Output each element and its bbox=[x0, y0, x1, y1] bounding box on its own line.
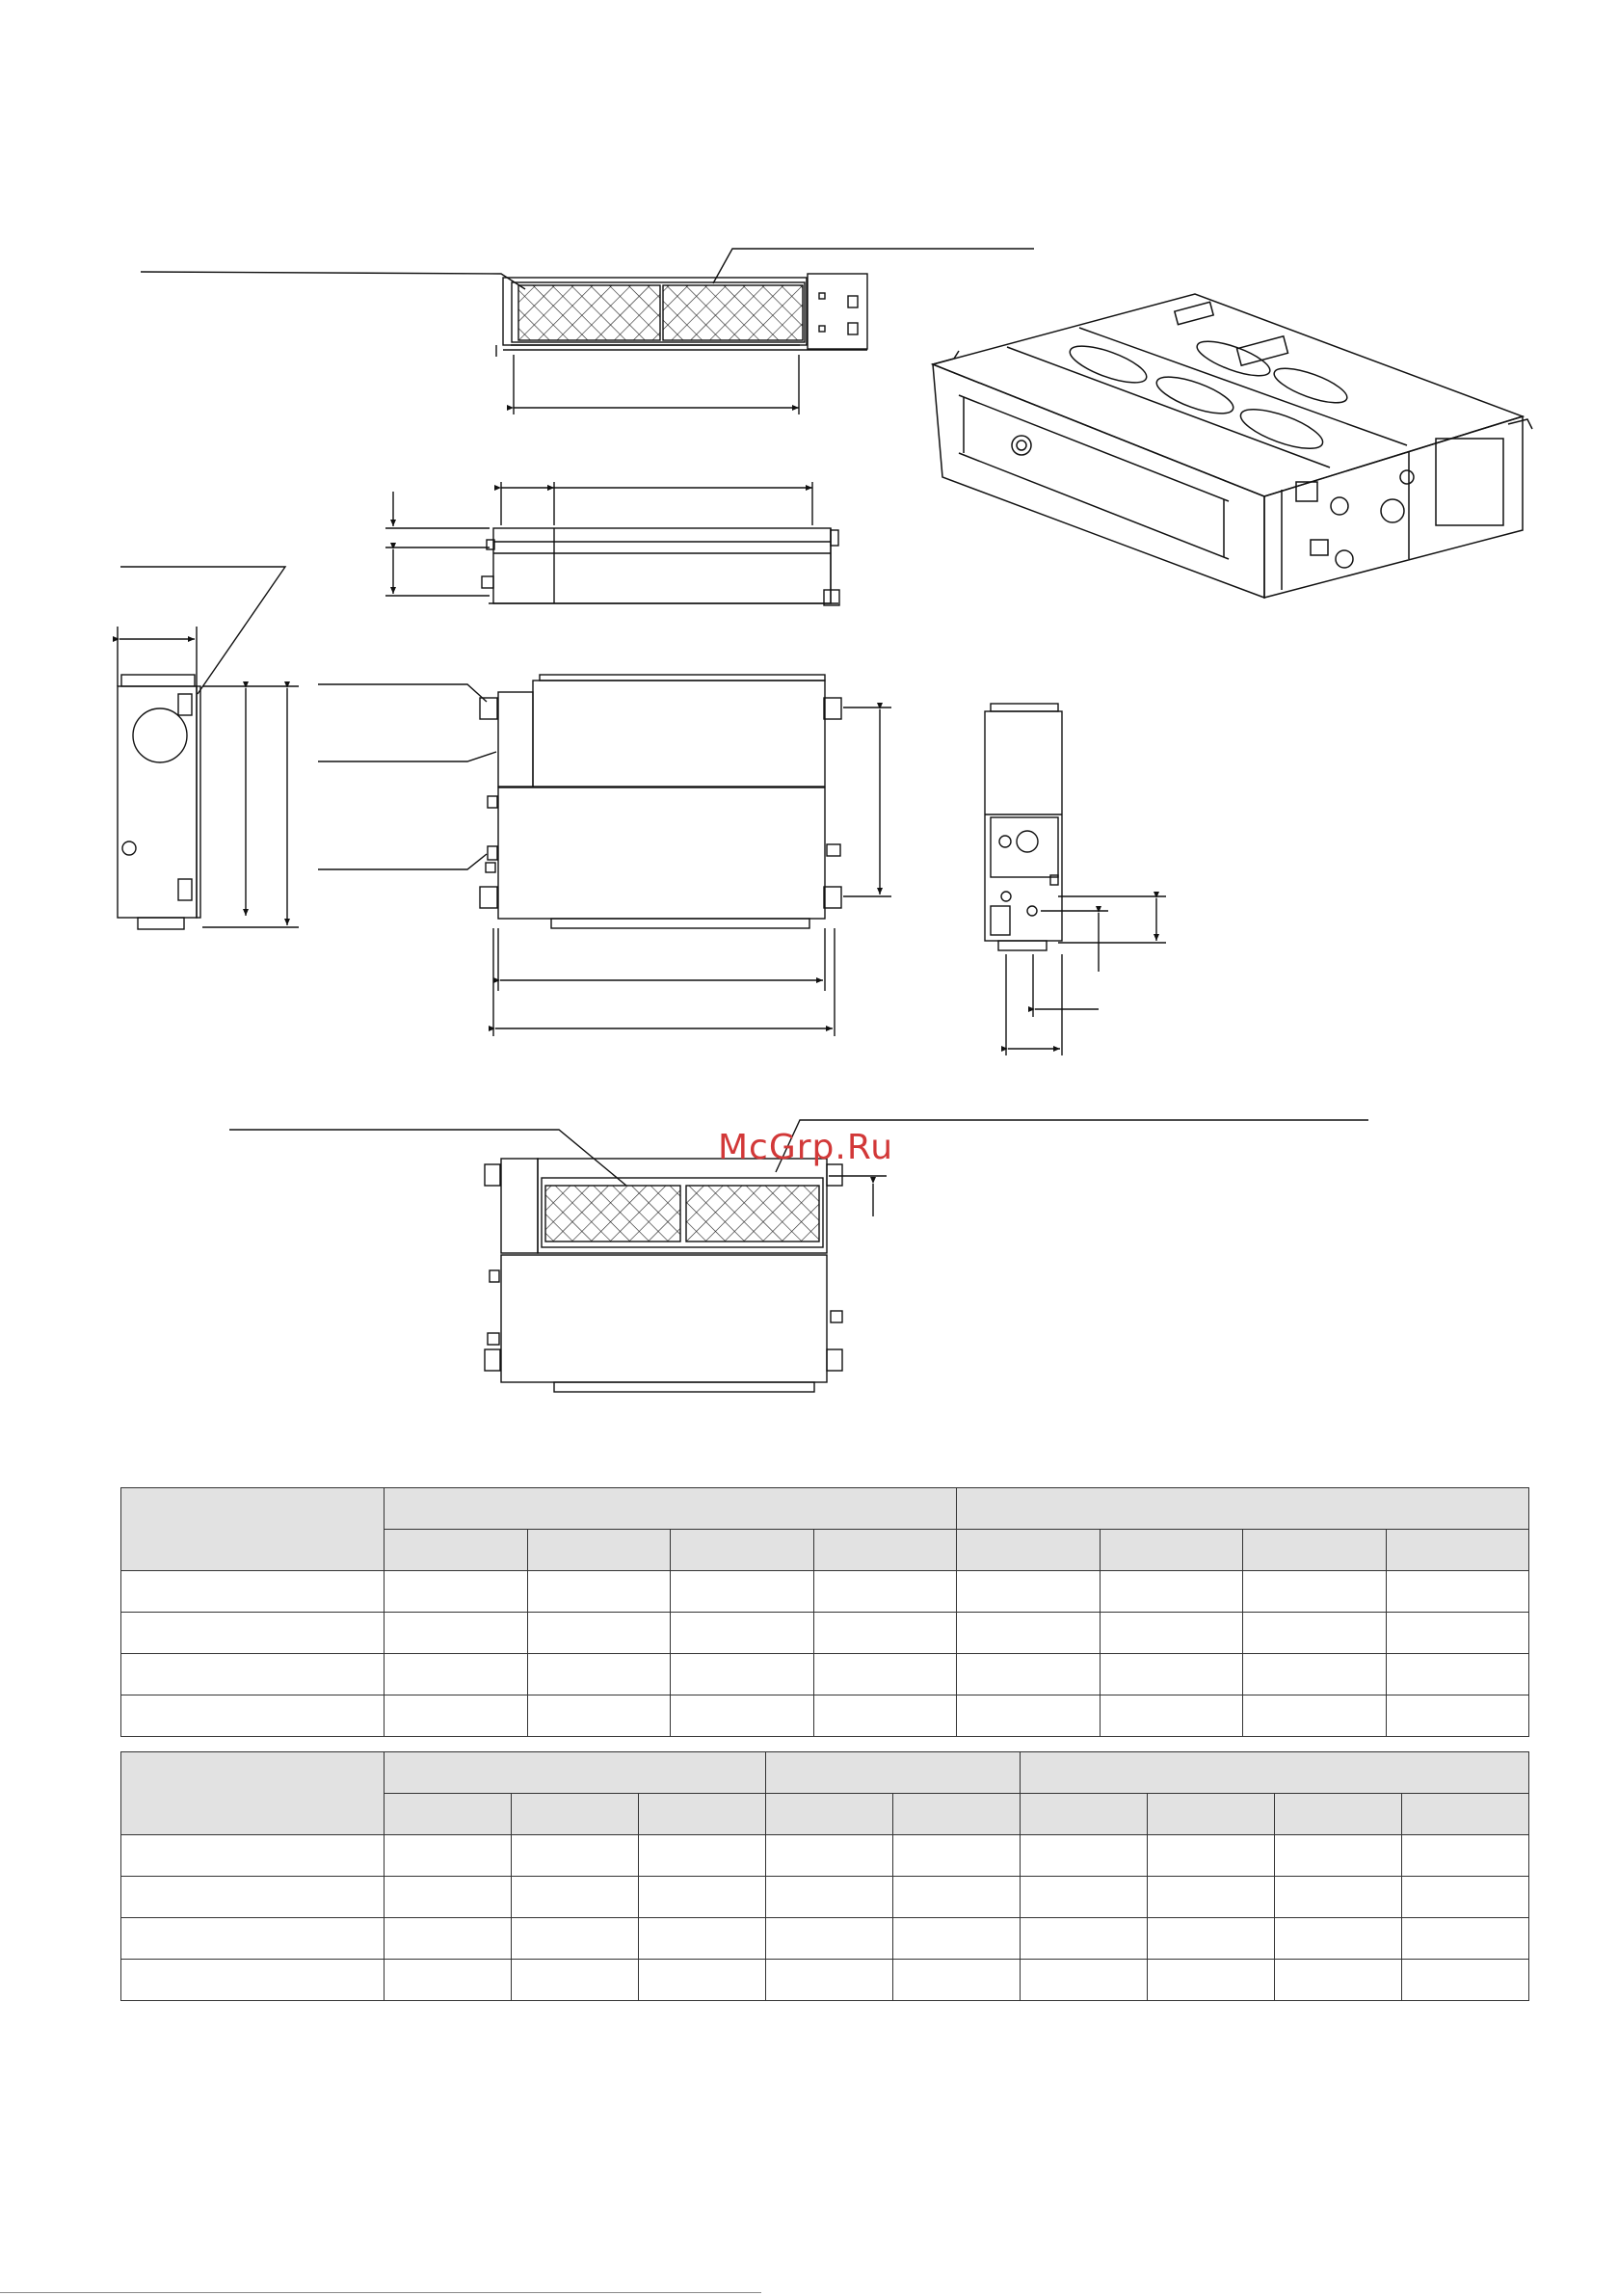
table-cell bbox=[893, 1918, 1021, 1960]
table-cell bbox=[1148, 1960, 1275, 2001]
table-cell bbox=[1148, 1835, 1275, 1877]
table-cell bbox=[639, 1835, 766, 1877]
table-cell bbox=[957, 1695, 1101, 1737]
table-cell bbox=[639, 1918, 766, 1960]
table-cell bbox=[639, 1960, 766, 2001]
table-header-row bbox=[121, 1752, 1529, 1794]
table-cell bbox=[1275, 1835, 1402, 1877]
table-row bbox=[121, 1654, 1529, 1695]
table-cell bbox=[1021, 1877, 1148, 1918]
table-header-row bbox=[121, 1488, 1529, 1530]
subheader-cell bbox=[1021, 1794, 1148, 1835]
left-side-view bbox=[118, 567, 299, 929]
subheader-cell bbox=[766, 1794, 893, 1835]
header-group-cell bbox=[766, 1752, 1021, 1794]
row-label-cell bbox=[121, 1918, 385, 1960]
table-cell bbox=[813, 1695, 957, 1737]
subheader-cell bbox=[385, 1794, 512, 1835]
table-cell bbox=[527, 1695, 671, 1737]
table-cell bbox=[385, 1571, 528, 1613]
table-cell bbox=[813, 1571, 957, 1613]
table-cell bbox=[512, 1918, 639, 1960]
table-cell bbox=[1402, 1877, 1529, 1918]
subheader-cell bbox=[1243, 1530, 1387, 1571]
table-cell bbox=[385, 1960, 512, 2001]
header-cell bbox=[121, 1752, 385, 1835]
spec-table-1 bbox=[120, 1487, 1529, 1737]
table-cell bbox=[512, 1960, 639, 2001]
table-cell bbox=[1148, 1918, 1275, 1960]
subheader-cell bbox=[527, 1530, 671, 1571]
table-cell bbox=[1402, 1960, 1529, 2001]
table-row bbox=[121, 1960, 1529, 2001]
subheader-cell bbox=[1275, 1794, 1402, 1835]
table-cell bbox=[1243, 1613, 1387, 1654]
subheader-cell bbox=[957, 1530, 1101, 1571]
subheader-cell bbox=[1386, 1530, 1529, 1571]
table-row bbox=[121, 1695, 1529, 1737]
table-cell bbox=[893, 1877, 1021, 1918]
table-cell bbox=[1100, 1695, 1243, 1737]
table-cell bbox=[671, 1613, 814, 1654]
table-cell bbox=[385, 1835, 512, 1877]
header-cell bbox=[121, 1488, 385, 1571]
table-cell bbox=[527, 1613, 671, 1654]
table-cell bbox=[813, 1654, 957, 1695]
row-label-cell bbox=[121, 1571, 385, 1613]
table-cell bbox=[512, 1835, 639, 1877]
row-label-cell bbox=[121, 1613, 385, 1654]
table-cell bbox=[527, 1571, 671, 1613]
table-cell bbox=[957, 1571, 1101, 1613]
table-cell bbox=[385, 1613, 528, 1654]
table-cell bbox=[671, 1654, 814, 1695]
table-cell bbox=[893, 1835, 1021, 1877]
table-cell bbox=[766, 1877, 893, 1918]
table-cell bbox=[1386, 1613, 1529, 1654]
table-row bbox=[121, 1835, 1529, 1877]
table-cell bbox=[766, 1960, 893, 2001]
table-cell bbox=[385, 1654, 528, 1695]
table-cell bbox=[1386, 1695, 1529, 1737]
table-cell bbox=[1148, 1877, 1275, 1918]
table-cell bbox=[1275, 1918, 1402, 1960]
table-cell bbox=[1021, 1835, 1148, 1877]
table-cell bbox=[1021, 1918, 1148, 1960]
table-cell bbox=[1275, 1877, 1402, 1918]
top-view-filter bbox=[141, 249, 1034, 414]
table-cell bbox=[1100, 1613, 1243, 1654]
table-cell bbox=[1243, 1695, 1387, 1737]
table-cell bbox=[1243, 1654, 1387, 1695]
subheader-cell bbox=[1100, 1530, 1243, 1571]
row-label-cell bbox=[121, 1654, 385, 1695]
subheader-cell bbox=[639, 1794, 766, 1835]
table-cell bbox=[1243, 1571, 1387, 1613]
table-cell bbox=[813, 1613, 957, 1654]
table-cell bbox=[1402, 1918, 1529, 1960]
table-cell bbox=[527, 1654, 671, 1695]
right-side-view bbox=[985, 704, 1166, 1055]
front-view bbox=[385, 482, 839, 605]
table-cell bbox=[1100, 1654, 1243, 1695]
table-cell bbox=[385, 1877, 512, 1918]
table-cell bbox=[385, 1695, 528, 1737]
table-cell bbox=[1275, 1960, 1402, 2001]
header-group-cell bbox=[385, 1752, 766, 1794]
footer-rule bbox=[0, 2292, 761, 2293]
table-cell bbox=[639, 1877, 766, 1918]
subheader-cell bbox=[512, 1794, 639, 1835]
row-label-cell bbox=[121, 1835, 385, 1877]
subheader-cell bbox=[671, 1530, 814, 1571]
subheader-cell bbox=[813, 1530, 957, 1571]
subheader-cell bbox=[1148, 1794, 1275, 1835]
row-label-cell bbox=[121, 1695, 385, 1737]
subheader-cell bbox=[385, 1530, 528, 1571]
table-row bbox=[121, 1571, 1529, 1613]
table-cell bbox=[957, 1613, 1101, 1654]
table-cell bbox=[957, 1654, 1101, 1695]
table-cell bbox=[1402, 1835, 1529, 1877]
table-row bbox=[121, 1918, 1529, 1960]
table-row bbox=[121, 1877, 1529, 1918]
spec-table-2 bbox=[120, 1751, 1529, 2001]
header-group-cell bbox=[1021, 1752, 1529, 1794]
main-plan-view bbox=[318, 675, 891, 1036]
subheader-cell bbox=[893, 1794, 1021, 1835]
table-cell bbox=[1021, 1960, 1148, 2001]
watermark: McGrp.Ru bbox=[718, 1128, 894, 1167]
table-cell bbox=[766, 1835, 893, 1877]
row-label-cell bbox=[121, 1960, 385, 2001]
table-cell bbox=[671, 1695, 814, 1737]
header-group-cell bbox=[385, 1488, 957, 1530]
table-cell bbox=[385, 1918, 512, 1960]
header-group-cell bbox=[957, 1488, 1529, 1530]
table-cell bbox=[1386, 1654, 1529, 1695]
table-cell bbox=[1386, 1571, 1529, 1613]
row-label-cell bbox=[121, 1877, 385, 1918]
table-row bbox=[121, 1613, 1529, 1654]
table-cell bbox=[893, 1960, 1021, 2001]
table-cell bbox=[1100, 1571, 1243, 1613]
isometric-view bbox=[933, 294, 1532, 598]
table-cell bbox=[512, 1877, 639, 1918]
subheader-cell bbox=[1402, 1794, 1529, 1835]
table-cell bbox=[671, 1571, 814, 1613]
table-cell bbox=[766, 1918, 893, 1960]
